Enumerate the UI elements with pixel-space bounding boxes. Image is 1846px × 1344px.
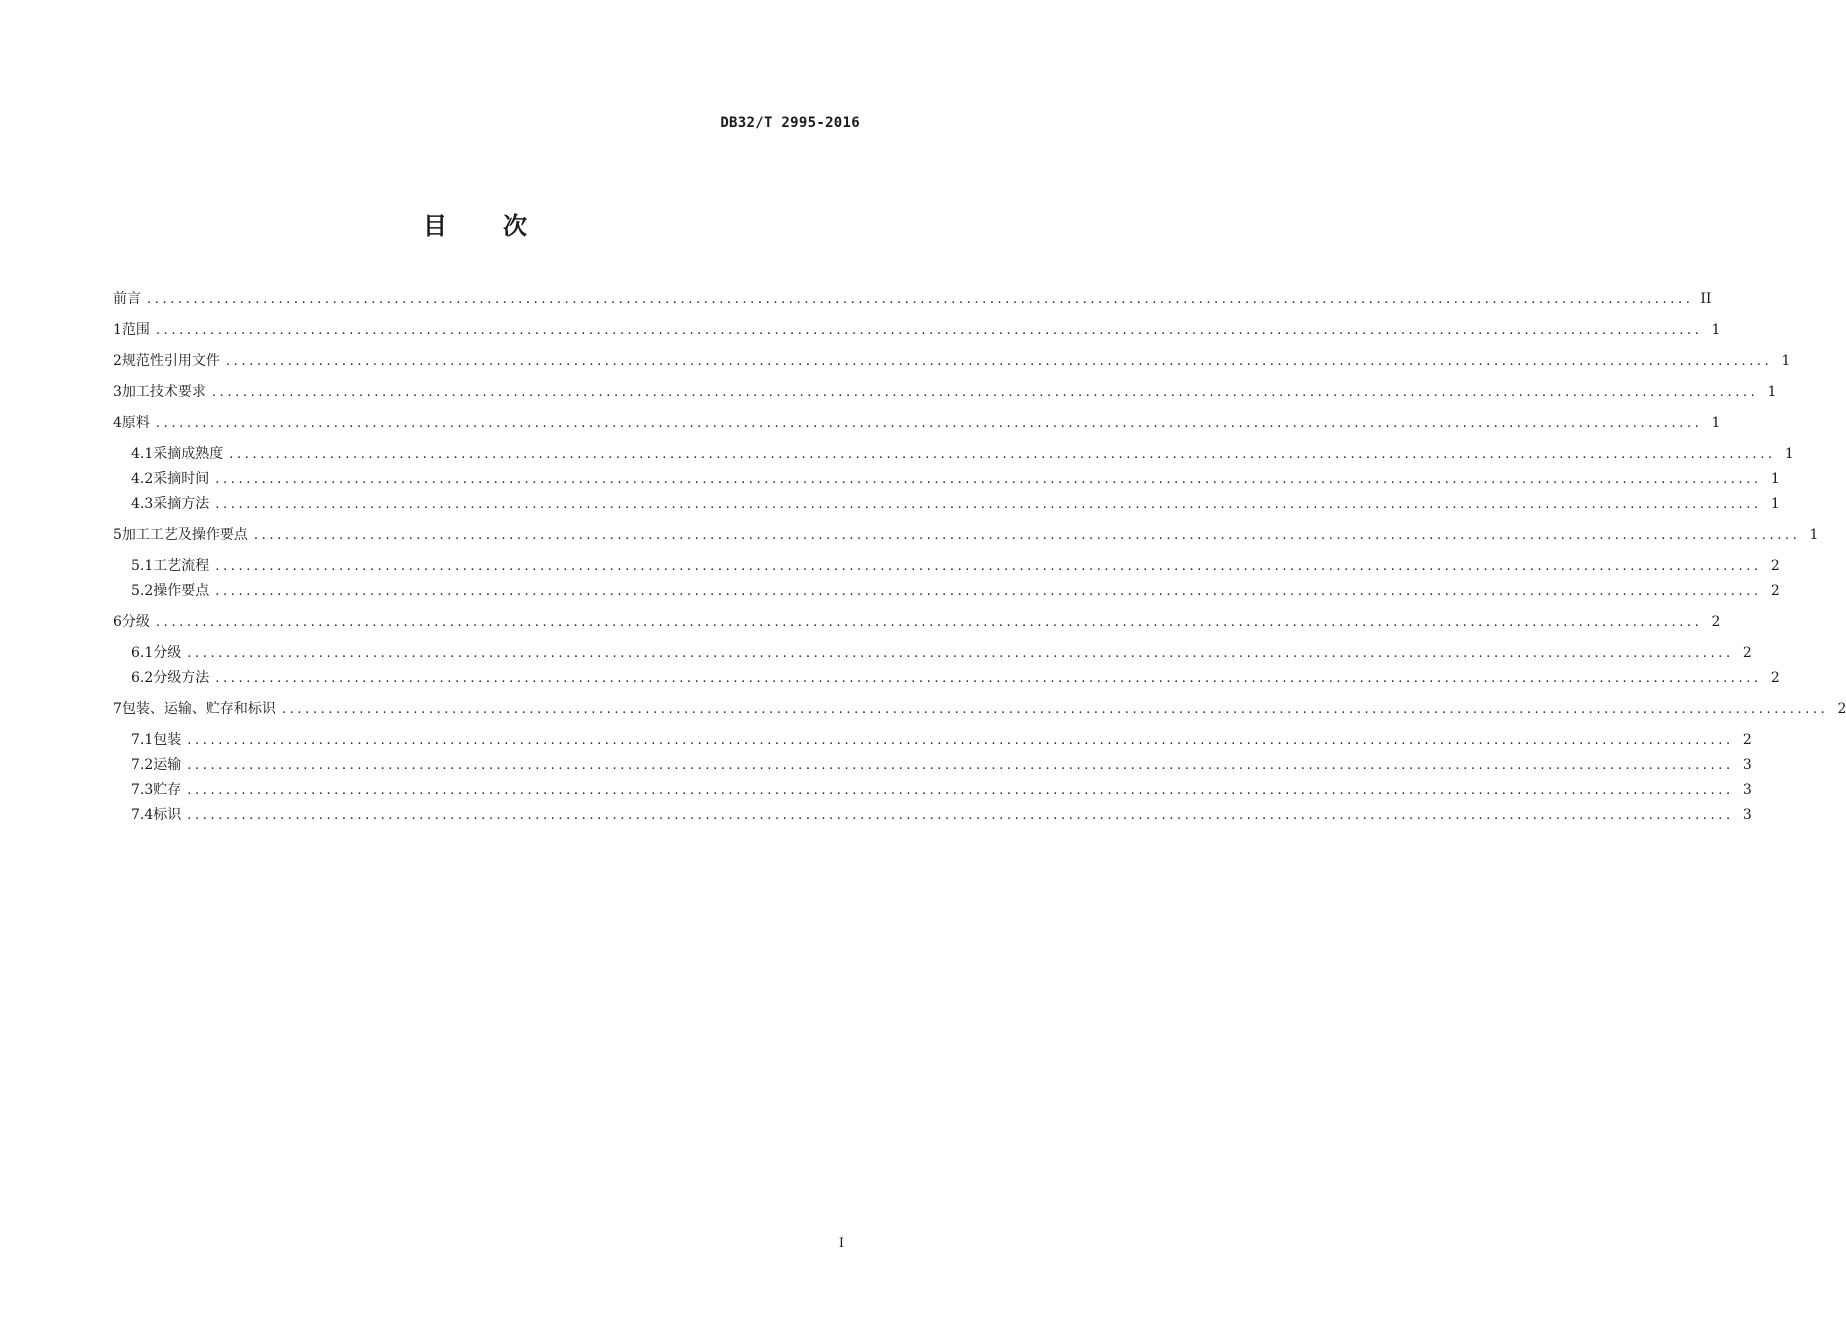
toc-entry[interactable]: [113, 411, 1721, 436]
toc-entry-number: 7.4: [131, 807, 154, 823]
toc-entry-page: 3: [1742, 807, 1752, 823]
toc-entry-label: 范围: [121, 322, 150, 338]
toc-leader-dots: ........................................................................................................................................................................................................: [187, 733, 1734, 748]
toc-leader-dots: ........................................................................................................................................................................................................: [253, 528, 1801, 543]
toc-entry-label: 工艺流程: [153, 558, 210, 574]
toc-entry-number: 4.2: [131, 471, 154, 487]
toc-entry-label: 前言: [113, 291, 141, 307]
toc-entry-number: 7.3: [131, 782, 154, 798]
toc-leader-dots: ........................................................................................................................................................................................................: [187, 758, 1734, 773]
toc-entry[interactable]: [113, 318, 1721, 343]
toc-entry-number: 5: [113, 527, 122, 543]
toc-leader-dots: ........................................................................................................................................................................................................: [187, 808, 1734, 823]
toc-entry[interactable]: [113, 697, 1846, 722]
toc-leader-dots: ........................................................................................................................................................................................................: [215, 472, 1762, 487]
toc-entry-label: 包装、运输、贮存和标识: [121, 701, 276, 717]
toc-leader-dots: ........................................................................................................................................................................................................: [211, 385, 1759, 400]
toc-entry-label: 分级: [121, 614, 150, 630]
toc-entry[interactable]: [113, 579, 1780, 604]
toc-entry[interactable]: [113, 728, 1752, 753]
toc-leader-dots: ........................................................................................................................................................................................................: [215, 671, 1762, 686]
toc-entry-number: 1: [113, 322, 122, 338]
toc-leader-dots: ........................................................................................................................................................................................................: [187, 646, 1734, 661]
toc-entry[interactable]: [113, 641, 1752, 666]
toc-entry[interactable]: [113, 666, 1780, 691]
toc-entry[interactable]: [113, 803, 1752, 828]
table-of-contents: [113, 287, 1846, 828]
toc-leader-dots: ........................................................................................................................................................................................................: [215, 497, 1762, 512]
toc-leader-dots: ........................................................................................................................................................................................................: [155, 323, 1703, 338]
toc-leader-dots: ........................................................................................................................................................................................................: [281, 702, 1829, 717]
toc-entry-number: 6.1: [131, 645, 154, 661]
toc-leader-dots: ........................................................................................................................................................................................................: [215, 559, 1762, 574]
toc-entry[interactable]: [113, 523, 1819, 548]
toc-entry-page: 1: [1770, 471, 1780, 487]
toc-entry-label: 运输: [153, 757, 182, 773]
toc-entry-page: 3: [1742, 757, 1752, 773]
toc-leader-dots: ........................................................................................................................................................................................................: [229, 447, 1776, 462]
toc-entry-label: 采摘时间: [153, 471, 210, 487]
toc-entry-page: 1: [1770, 496, 1780, 512]
toc-entry-page: 2: [1770, 670, 1780, 686]
toc-entry-number: 5.1: [131, 558, 154, 574]
toc-entry-page: II: [1700, 291, 1712, 307]
toc-entry[interactable]: [113, 778, 1752, 803]
toc-entry-number: 6: [113, 614, 122, 630]
toc-entry-label: 采摘方法: [153, 496, 210, 512]
toc-entry-label: 标识: [153, 807, 182, 823]
toc-entry-number: 7.1: [131, 732, 154, 748]
toc-entry-label: 分级: [153, 645, 182, 661]
toc-entry-label: 分级方法: [153, 670, 210, 686]
toc-entry-page: 1: [1781, 353, 1791, 369]
toc-entry[interactable]: [113, 753, 1752, 778]
toc-entry-page: 2: [1837, 701, 1846, 717]
toc-entry-page: 2: [1742, 645, 1752, 661]
toc-entry-number: 4.1: [131, 446, 154, 462]
toc-entry-page: 1: [1784, 446, 1794, 462]
toc-entry-number: 7.2: [131, 757, 154, 773]
toc-entry[interactable]: [113, 380, 1777, 405]
standard-number: DB32/T 2995-2016: [720, 115, 860, 131]
toc-entry-number: 7: [113, 701, 122, 717]
toc-entry[interactable]: [113, 349, 1791, 374]
toc-entry-label: 原料: [121, 415, 150, 431]
toc-leader-dots: ........................................................................................................................................................................................................: [155, 615, 1703, 630]
toc-entry-page: 1: [1809, 527, 1819, 543]
toc-title-char-1: 目: [423, 212, 447, 240]
toc-entry-label: 包装: [153, 732, 182, 748]
toc-entry-label: 加工工艺及操作要点: [121, 527, 248, 543]
toc-leader-dots: ........................................................................................................................................................................................................: [155, 416, 1703, 431]
toc-entry-label: 采摘成熟度: [153, 446, 224, 462]
toc-entry-page: 1: [1711, 322, 1721, 338]
toc-entry[interactable]: [113, 492, 1780, 517]
toc-entry[interactable]: [113, 610, 1721, 635]
toc-leader-dots: ........................................................................................................................................................................................................: [187, 783, 1734, 798]
toc-leader-dots: ........................................................................................................................................................................................................: [225, 354, 1773, 369]
toc-entry-label: 加工技术要求: [121, 384, 206, 400]
toc-entry-page: 2: [1770, 583, 1780, 599]
toc-entry-page: 3: [1742, 782, 1752, 798]
toc-entry[interactable]: [113, 287, 1712, 312]
toc-entry-page: 1: [1711, 415, 1721, 431]
toc-entry-page: 2: [1770, 558, 1780, 574]
toc-entry-number: 4.3: [131, 496, 154, 512]
toc-entry-number: 3: [113, 384, 122, 400]
toc-entry-number: 2: [113, 353, 122, 369]
toc-entry-page: 2: [1711, 614, 1721, 630]
toc-leader-dots: ........................................................................................................................................................................................................: [147, 292, 1694, 307]
toc-entry-page: 2: [1742, 732, 1752, 748]
toc-entry-label: 规范性引用文件: [121, 353, 220, 369]
toc-entry-number: 4: [113, 415, 122, 431]
toc-entry[interactable]: [113, 442, 1794, 467]
toc-entry-number: 6.2: [131, 670, 154, 686]
toc-entry-label: 操作要点: [153, 583, 210, 599]
toc-leader-dots: ........................................................................................................................................................................................................: [215, 584, 1762, 599]
toc-entry[interactable]: [113, 467, 1780, 492]
toc-entry-page: 1: [1767, 384, 1777, 400]
toc-entry[interactable]: [113, 554, 1780, 579]
toc-entry-label: 贮存: [153, 782, 182, 798]
toc-title-char-2: 次: [503, 212, 527, 240]
toc-entry-number: 5.2: [131, 583, 154, 599]
toc-title: [0, 206, 950, 241]
footer-page-number: I: [838, 1236, 844, 1251]
